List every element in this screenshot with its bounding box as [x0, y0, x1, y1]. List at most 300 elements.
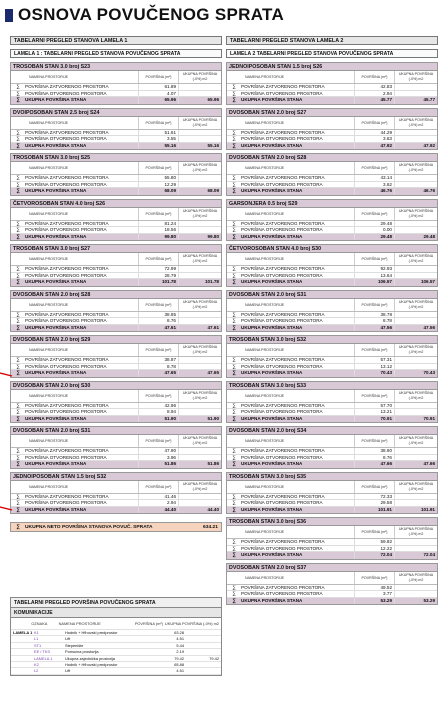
sigma-icon: ∑ — [232, 461, 236, 467]
total-value: 45.77 — [354, 97, 394, 104]
header-total: UKUPNA POVRŠINA (-0%) m2 — [394, 299, 437, 311]
apartment-table — [226, 563, 438, 606]
header-name: NAMENA PROSTORIJE — [29, 393, 69, 398]
area-value: 13.64 — [354, 273, 394, 279]
net-total-label: UKUPNA NETO POVRŠINA STANOVA POVUČ. SPRATA — [25, 525, 153, 530]
header-area: POVRŠINA (m²) — [138, 299, 178, 311]
area-total — [178, 364, 221, 370]
total-value: 101.78 — [138, 279, 178, 286]
total-label: UKUPNA POVRŠINA STANA — [25, 142, 87, 148]
sigma-icon: ∑ — [232, 90, 236, 97]
area-total — [394, 91, 437, 97]
apartment-title: DVOSOBAN STAN 2.0 broj S30 — [11, 382, 221, 390]
area-total — [178, 182, 221, 188]
sigma-icon: ∑ — [232, 188, 236, 194]
area-total — [394, 546, 437, 552]
apartment-header — [227, 117, 437, 130]
total-sum: 101.91 — [394, 507, 437, 514]
lamela-1-column — [10, 36, 222, 532]
area-total — [178, 273, 221, 279]
lamela-1-subheading: LAMELA 1 : TABELARNI PREGLED STANOVA POVUČENOG SPRATA — [10, 49, 222, 58]
total-sum: 51.86 — [178, 461, 221, 468]
apartment-table — [10, 199, 222, 242]
area-label: POVRŠINA OTVORENOG PROSTORA — [25, 181, 107, 187]
header-area: POVRŠINA (m²) — [354, 299, 394, 311]
total-label: UKUPNA POVRŠINA STANA — [25, 188, 87, 193]
apartment-table — [10, 290, 222, 333]
total-value: 72.04 — [354, 552, 394, 559]
header-area: POVRŠINA (m²) — [354, 526, 394, 538]
common-cell: Ukupna zajednička prostorija — [65, 655, 115, 661]
sigma-icon: ∑ — [16, 370, 20, 376]
apartment-title: DVOSOBAN STAN 2.0 broj S31 — [227, 291, 437, 299]
apartment-table — [10, 381, 222, 424]
area-total — [178, 221, 221, 227]
header-name: NAMENA PROSTORIJE — [245, 302, 285, 307]
area-total — [178, 500, 221, 506]
sigma-icon: ∑ — [232, 552, 236, 558]
area-value: 38.85 — [138, 312, 178, 318]
area-total — [178, 455, 221, 461]
apartment-total-row — [227, 234, 437, 241]
area-label: POVRŠINA ZATVORENOG PROSTORA — [241, 311, 325, 317]
area-total — [394, 357, 437, 363]
apartment-total-row — [227, 279, 437, 286]
area-label: POVRŠINA ZATVORENOG PROSTORA — [25, 493, 109, 499]
area-value: 0.00 — [354, 227, 394, 233]
apartment-header — [11, 435, 221, 448]
area-total — [178, 494, 221, 500]
common-cell — [11, 656, 34, 661]
area-label: POVRŠINA OTVORENOG PROSTORA — [241, 500, 323, 505]
sigma-icon: ∑ — [16, 506, 20, 513]
area-label: POVRŠINA OTVORENOG PROSTORA — [25, 454, 107, 460]
apartment-table — [226, 290, 438, 333]
apartment-header — [11, 344, 221, 357]
area-label: POVRŠINA OTVORENOG PROSTORA — [241, 454, 323, 460]
common-cell — [186, 649, 221, 654]
total-value: 99.80 — [138, 234, 178, 241]
apartment-table — [226, 381, 438, 424]
apartment-table — [10, 244, 222, 287]
apartment-title: DVOSOBAN STAN 2.0 broj S31 — [11, 427, 221, 435]
area-value: 44.29 — [354, 130, 394, 136]
lamela-2-apartments — [226, 62, 438, 605]
sigma-icon: ∑ — [16, 454, 20, 461]
net-total-value: 634.21 — [203, 525, 218, 530]
area-label: POVRŠINA OTVORENOG PROSTORA — [241, 227, 323, 232]
total-sum: 44.40 — [178, 507, 221, 514]
lamela-2-heading: TABELARNI PREGLED STANOVA LAMELA 2 — [226, 36, 438, 45]
sigma-icon: ∑ — [232, 318, 236, 324]
red-arrow-icon — [0, 372, 14, 378]
header-area: POVRŠINA (m²) — [354, 208, 394, 220]
apartment-table — [226, 108, 438, 151]
header-name: NAMENA PROSTORIJE — [245, 120, 285, 125]
apartment-header — [11, 299, 221, 312]
total-label: UKUPNA POVRŠINA STANA — [25, 461, 87, 466]
common-areas-section: KOMUNIKACIJE — [11, 608, 221, 618]
header-total: UKUPNA POVRŠINA (-0%) m2 — [394, 162, 437, 174]
sigma-icon: ∑ — [232, 500, 236, 506]
total-label: UKUPNA POVRŠINA STANA — [241, 142, 303, 148]
area-label: POVRŠINA OTVORENOG PROSTORA — [25, 318, 107, 323]
apartment-table — [226, 517, 438, 560]
total-value: 46.76 — [354, 188, 394, 195]
sigma-icon: ∑ — [232, 272, 236, 279]
area-total — [178, 357, 221, 363]
area-label: POVRŠINA OTVORENOG PROSTORA — [25, 409, 107, 414]
header-name: NAMENA PROSTORIJE — [245, 393, 285, 398]
header-area: POVRŠINA (m²) — [354, 253, 394, 265]
area-label: POVRŠINA ZATVORENOG PROSTORA — [25, 448, 109, 453]
total-label: UKUPNA POVRŠINA STANA — [241, 97, 303, 102]
total-value: 51.86 — [138, 461, 178, 468]
apartment-table — [226, 199, 438, 242]
sigma-icon: ∑ — [16, 409, 20, 415]
header-total: UKUPNA POVRŠINA (-0%) m2 — [394, 481, 437, 493]
apartment-total-row — [227, 370, 437, 377]
header-name: NAMENA PROSTORIJE — [245, 257, 285, 261]
apartment-title: DVOSOBAN STAN 2.0 broj S34 — [227, 427, 437, 435]
header-total: UKUPNA POVRŠINA (-0%) m2 — [394, 117, 437, 129]
area-value: 8.76 — [354, 455, 394, 461]
apartment-total-row — [11, 507, 221, 514]
common-cell: Pomoćna prostorija — [65, 649, 99, 655]
common-header-cell: UKUPNA POVRŠINA (-0%) m2 — [164, 621, 219, 626]
apartment-header — [11, 253, 221, 266]
area-value: 42.83 — [354, 84, 394, 90]
total-label: UKUPNA POVRŠINA STANA — [241, 188, 303, 193]
common-header-cell: OZNAKA — [31, 621, 48, 626]
apartment-title: DVOSOBAN STAN 2.0 broj S37 — [227, 564, 437, 572]
sigma-icon: ∑ — [16, 181, 20, 188]
sigma-icon: ∑ — [232, 142, 236, 149]
header-area: POVRŠINA (m²) — [138, 71, 178, 83]
total-label: UKUPNA POVRŠINA STANA — [25, 415, 87, 421]
header-name: NAMENA PROSTORIJE — [29, 211, 69, 216]
area-total — [394, 221, 437, 227]
header-area: POVRŠINA (m²) — [354, 435, 394, 447]
sigma-icon: ∑ — [232, 129, 236, 136]
common-cell: K2 — [34, 661, 39, 667]
area-label: POVRŠINA ZATVORENOG PROSTORA — [25, 220, 109, 226]
common-areas-title: TABELARNI PREGLED POVRŠINA POVUČENOG SPRATA — [11, 598, 221, 608]
sigma-icon: ∑ — [232, 181, 236, 188]
header-area: POVRŠINA (m²) — [354, 390, 394, 402]
sigma-icon: ∑ — [16, 318, 20, 324]
area-total — [394, 494, 437, 500]
area-value: 55.80 — [138, 175, 178, 181]
common-header-row — [11, 618, 221, 630]
common-cell: Lift — [65, 668, 71, 674]
area-total — [394, 266, 437, 272]
apartment-header — [227, 481, 437, 494]
header-total: UKUPNA POVRŠINA (-0%) m2 — [178, 299, 221, 311]
total-sum: 47.61 — [178, 325, 221, 332]
area-label: POVRŠINA OTVORENOG PROSTORA — [25, 500, 107, 505]
area-total — [178, 136, 221, 142]
sigma-icon: ∑ — [16, 97, 20, 103]
apartment-title: ČETVOROSOBAN STAN 4.0 broj S26 — [11, 200, 221, 208]
area-value: 3.55 — [138, 136, 178, 142]
sigma-icon: ∑ — [16, 266, 20, 272]
apartment-title: TROSOBAN STAN 3.0 broj S27 — [11, 245, 221, 253]
common-cell: K1 — [34, 630, 39, 635]
apartment-header — [227, 162, 437, 175]
apartment-header — [11, 481, 221, 494]
total-sum: 47.66 — [394, 461, 437, 468]
total-label: UKUPNA POVRŠINA STANA — [241, 461, 303, 466]
sigma-icon: ∑ — [232, 539, 236, 545]
header-area: POVRŠINA (m²) — [354, 71, 394, 83]
total-sum: 65.96 — [178, 97, 221, 104]
header-total: UKUPNA POVRŠINA (-0%) m2 — [394, 344, 437, 356]
total-value: 106.57 — [354, 279, 394, 286]
sigma-icon: ∑ — [16, 84, 20, 90]
area-value: 4.07 — [138, 91, 178, 97]
apartment-title: DVOSOBAN STAN 2.0 broj S28 — [11, 291, 221, 299]
apartment-table — [10, 108, 222, 151]
sigma-icon: ∑ — [232, 506, 236, 513]
sigma-icon: ∑ — [232, 175, 236, 181]
apartment-table — [226, 472, 438, 515]
apartment-header — [11, 208, 221, 221]
sigma-icon: ∑ — [16, 136, 20, 142]
area-value: 72.99 — [138, 266, 178, 272]
total-value: 47.65 — [138, 370, 178, 377]
sigma-icon: ∑ — [16, 175, 20, 181]
header-area: POVRŠINA (m²) — [138, 253, 178, 265]
area-value: 81.24 — [138, 221, 178, 227]
area-total — [178, 91, 221, 97]
area-label: POVRŠINA OTVORENOG PROSTORA — [241, 272, 323, 278]
area-label: POVRŠINA OTVORENOG PROSTORA — [25, 227, 107, 232]
area-label: POVRŠINA ZATVORENOG PROSTORA — [241, 402, 325, 408]
sigma-icon: ∑ — [16, 233, 20, 240]
area-total — [394, 448, 437, 454]
apartment-total-row — [227, 97, 437, 104]
apartment-header — [227, 344, 437, 357]
sigma-icon: ∑ — [16, 272, 20, 279]
apartment-table — [10, 426, 222, 469]
total-label: UKUPNA POVRŠINA STANA — [25, 370, 87, 375]
sigma-icon: ∑ — [16, 129, 20, 136]
apartment-total-row — [11, 461, 221, 468]
area-value: 18.56 — [138, 227, 178, 233]
total-value: 29.48 — [354, 234, 394, 241]
common-areas-table — [10, 597, 222, 676]
sigma-icon: ∑ — [232, 233, 236, 240]
apartment-header — [11, 390, 221, 403]
header-total: UKUPNA POVRŠINA (-0%) m2 — [178, 208, 221, 220]
apartment-header — [227, 390, 437, 403]
area-value: 8.78 — [354, 318, 394, 324]
common-cell — [11, 649, 34, 654]
header-name: NAMENA PROSTORIJE — [29, 75, 69, 79]
common-cell: EE / TKS — [34, 649, 50, 655]
area-total — [178, 227, 221, 233]
common-cell: 5.44 — [176, 642, 184, 648]
apartment-title: DVOSOBAN STAN 2.0 broj S27 — [227, 109, 437, 117]
apartment-total-row — [11, 370, 221, 377]
common-cell: L1 — [34, 636, 39, 642]
sigma-icon: ∑ — [232, 357, 236, 363]
common-cell: 65.88 — [174, 661, 184, 667]
header-area: POVRŠINA (m²) — [138, 344, 178, 356]
total-value: 70.43 — [354, 370, 394, 377]
apartment-title: TROSOBAN STAN 3.0 broj S32 — [227, 336, 437, 344]
area-total — [394, 312, 437, 318]
total-value: 55.16 — [138, 143, 178, 150]
common-cell: 4.51 — [176, 636, 184, 642]
area-value: 61.89 — [138, 84, 178, 90]
total-label: UKUPNA POVRŠINA STANA — [25, 324, 87, 330]
header-area: POVRŠINA (m²) — [138, 435, 178, 447]
area-label: POVRŠINA OTVORENOG PROSTORA — [241, 90, 323, 96]
sigma-icon: ∑ — [16, 188, 20, 194]
apartment-table — [226, 62, 438, 105]
common-cell: 79.42 — [174, 655, 184, 661]
header-area: POVRŠINA (m²) — [138, 390, 178, 402]
apartment-total-row — [11, 143, 221, 150]
apartment-total-row — [227, 507, 437, 514]
common-cell: L2 — [34, 668, 39, 674]
sigma-icon: ∑ — [232, 136, 236, 142]
common-cell — [186, 630, 221, 635]
header-name: NAMENA PROSTORIJE — [29, 120, 69, 125]
total-sum: 55.16 — [178, 143, 221, 150]
area-value: 59.82 — [354, 539, 394, 545]
common-cell — [11, 662, 34, 667]
apartment-table — [226, 426, 438, 469]
common-cell — [11, 636, 34, 641]
area-value: 72.33 — [354, 494, 394, 500]
area-total — [394, 455, 437, 461]
area-total — [394, 273, 437, 279]
common-cell: 79.42 — [209, 655, 219, 661]
common-cell: Stepenište — [65, 642, 84, 648]
sigma-icon: ∑ — [16, 324, 20, 331]
area-label: POVRŠINA ZATVORENOG PROSTORA — [241, 493, 325, 499]
header-name: NAMENA PROSTORIJE — [29, 302, 69, 307]
total-label: UKUPNA POVRŠINA STANA — [241, 506, 303, 512]
area-total — [178, 84, 221, 90]
apartment-title: DVOSOBAN STAN 2.0 broj S29 — [11, 336, 221, 344]
total-sum: 72.04 — [394, 552, 437, 559]
lamela-1-apartments — [10, 62, 222, 514]
common-cell — [186, 643, 221, 648]
area-value: 51.61 — [138, 130, 178, 136]
area-value: 28.79 — [138, 273, 178, 279]
header-area: POVRŠINA (m²) — [354, 344, 394, 356]
area-total — [394, 539, 437, 545]
area-label: POVRŠINA ZATVORENOG PROSTORA — [241, 220, 325, 226]
total-value: 44.40 — [138, 507, 178, 514]
area-label: POVRŠINA ZATVORENOG PROSTORA — [25, 84, 109, 89]
total-value: 53.29 — [354, 598, 394, 605]
area-value: 38.87 — [138, 357, 178, 363]
common-cell: Hodnik + Hfhovski predprostor — [65, 661, 118, 667]
apartment-table — [10, 62, 222, 105]
total-value: 47.61 — [138, 325, 178, 332]
total-label: UKUPNA POVRŠINA STANA — [241, 324, 303, 330]
common-cell — [11, 643, 34, 648]
total-sum: 47.65 — [178, 370, 221, 377]
page-title — [5, 5, 284, 25]
area-value: 3.63 — [354, 136, 394, 142]
area-label: POVRŠINA OTVORENOG PROSTORA — [241, 591, 323, 596]
area-label: POVRŠINA ZATVORENOG PROSTORA — [25, 402, 109, 408]
apartment-title: ČETVOROSOBAN STAN 4.0 broj S30 — [227, 245, 437, 253]
area-label: POVRŠINA ZATVORENOG PROSTORA — [25, 266, 109, 271]
area-label: POVRŠINA OTVORENOG PROSTORA — [25, 363, 107, 369]
header-area: POVRŠINA (m²) — [354, 481, 394, 493]
area-value: 8.94 — [138, 409, 178, 415]
area-value: 2.94 — [354, 91, 394, 97]
area-label: POVRŠINA ZATVORENOG PROSTORA — [241, 175, 325, 180]
header-total: UKUPNA POVRŠINA (-0%) m2 — [394, 390, 437, 402]
area-label: POVRŠINA OTVORENOG PROSTORA — [241, 363, 323, 369]
apartment-total-row — [227, 188, 437, 195]
sigma-icon: ∑ — [232, 227, 236, 233]
apartment-total-row — [227, 325, 437, 332]
apartment-total-row — [11, 234, 221, 241]
total-value: 47.56 — [354, 325, 394, 332]
header-area: POVRŠINA (m²) — [138, 117, 178, 129]
total-sum: 46.76 — [394, 188, 437, 195]
header-total: UKUPNA POVRŠINA (-0%) m2 — [394, 572, 437, 584]
apartment-title: DVOIPOSOBAN STAN 2.5 broj S24 — [11, 109, 221, 117]
header-name: NAMENA PROSTORIJE — [245, 348, 285, 352]
sigma-icon: ∑ — [232, 493, 236, 500]
sigma-icon: ∑ — [232, 402, 236, 409]
apartment-title: JEDNOIPOSOBAN STAN 1.5 broj S26 — [227, 63, 437, 71]
sigma-icon: ∑ — [16, 142, 20, 149]
area-label: POVRŠINA ZATVORENOG PROSTORA — [241, 357, 325, 362]
area-value: 8.76 — [138, 318, 178, 324]
area-label: POVRŠINA ZATVORENOG PROSTORA — [241, 584, 325, 590]
area-label: POVRŠINA OTVORENOG PROSTORA — [25, 136, 107, 141]
sigma-icon: ∑ — [232, 266, 236, 272]
area-value: 57.70 — [354, 403, 394, 409]
area-total — [178, 130, 221, 136]
area-value: 43.14 — [354, 175, 394, 181]
header-total: UKUPNA POVRŠINA (-0%) m2 — [394, 208, 437, 220]
area-label: POVRŠINA OTVORENOG PROSTORA — [25, 90, 107, 96]
total-label: UKUPNA POVRŠINA STANA — [241, 370, 303, 375]
area-total — [394, 182, 437, 188]
header-total: UKUPNA POVRŠINA (-0%) m2 — [178, 253, 221, 265]
lamela-1-heading: TABELARNI PREGLED STANOVA LAMELA 1 — [10, 36, 222, 45]
sigma-icon: ∑ — [16, 525, 20, 530]
sigma-icon: ∑ — [232, 448, 236, 454]
header-total: UKUPNA POVRŠINA (-0%) m2 — [178, 162, 221, 174]
apartment-header — [227, 299, 437, 312]
total-label: UKUPNA POVRŠINA STANA — [241, 279, 303, 284]
header-area: POVRŠINA (m²) — [354, 117, 394, 129]
area-value: 13.12 — [354, 364, 394, 370]
header-name: NAMENA PROSTORIJE — [29, 166, 69, 170]
header-total: UKUPNA POVRŠINA (-0%) m2 — [178, 117, 221, 129]
common-cell: 63.28 — [174, 630, 184, 635]
total-sum: 51.90 — [178, 416, 221, 423]
total-value: 70.91 — [354, 416, 394, 423]
area-total — [394, 585, 437, 591]
total-label: UKUPNA POVRŠINA STANA — [241, 233, 303, 239]
area-label: POVRŠINA ZATVORENOG PROSTORA — [25, 357, 109, 362]
apartment-header — [227, 572, 437, 585]
